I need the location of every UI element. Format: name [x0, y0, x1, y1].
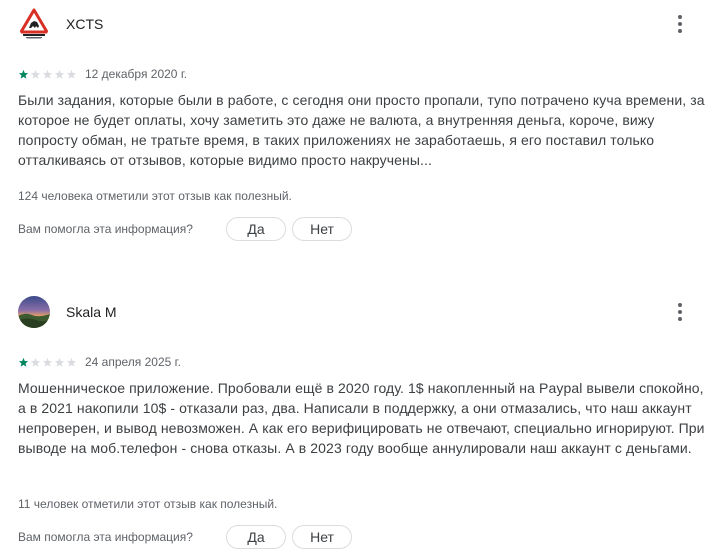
- more-options-icon[interactable]: [664, 296, 696, 328]
- avatar: [18, 8, 50, 40]
- star-empty-icon: [54, 69, 65, 80]
- star-empty-icon: [66, 357, 77, 368]
- review-header: [18, 8, 707, 40]
- review-header: [18, 296, 707, 328]
- avatar: [18, 296, 50, 328]
- landscape-photo-icon: [18, 296, 50, 328]
- review-meta: [18, 355, 181, 369]
- star-filled-icon: [18, 357, 29, 368]
- review-author: XCTS: [66, 16, 104, 32]
- review-author: Skala M: [66, 304, 117, 320]
- star-filled-icon: [18, 69, 29, 80]
- review-text: Мошенническое приложение. Пробовали ещё в 2020 году. 1$ накопленный на Paypal вывели спокойно, а в 2021 накопили 10$ - отказали раз, два. Написали в поддержку, а они отмазались, что наш аккаунт непроверен, и вывод невозможен. А как его верифицировать не отвечают, специально игнорируют. При выводе на моб.телефон - снова отказы. А в 2023 году вообще аннулировали наш аккаунт с деньгами.: [18, 380, 705, 456]
- no-button[interactable]: Нет: [292, 217, 352, 241]
- star-empty-icon: [54, 357, 65, 368]
- helpful-feedback: [18, 217, 352, 241]
- review-date: 12 декабря 2020 г.: [85, 67, 188, 81]
- star-rating: [18, 69, 78, 80]
- helpful-feedback: [18, 525, 352, 549]
- helpful-count: 11 человек отметили этот отзыв как полезный.: [18, 497, 278, 511]
- review-date: 24 апреля 2025 г.: [85, 355, 181, 369]
- feedback-question: Вам помогла эта информация?: [18, 222, 193, 236]
- star-empty-icon: [30, 357, 41, 368]
- yes-button[interactable]: Да: [226, 217, 286, 241]
- star-empty-icon: [66, 69, 77, 80]
- star-empty-icon: [42, 357, 53, 368]
- no-button[interactable]: Нет: [292, 525, 352, 549]
- yes-button[interactable]: Да: [226, 525, 286, 549]
- star-empty-icon: [42, 69, 53, 80]
- helpful-count: 124 человека отметили этот отзыв как полезный.: [18, 189, 292, 203]
- review-meta: [18, 67, 187, 81]
- warning-sign-logo-icon: [18, 8, 50, 40]
- more-options-icon[interactable]: [664, 8, 696, 40]
- star-empty-icon: [30, 69, 41, 80]
- review-text: Были задания, которые были в работе, с сегодня они просто пропали, тупо потрачено куча времени, за которое не будет оплаты, хочу заметить это даже не валюта, а внутренняя деньга, короче, вижу попросту обман, не тратьте время, в таких приложениях не заработаешь, я его поставил только отталкиваясь от отзывов, которые видимо просто накручены...: [18, 92, 705, 168]
- feedback-question: Вам помогла эта информация?: [18, 530, 193, 544]
- star-rating: [18, 357, 78, 368]
